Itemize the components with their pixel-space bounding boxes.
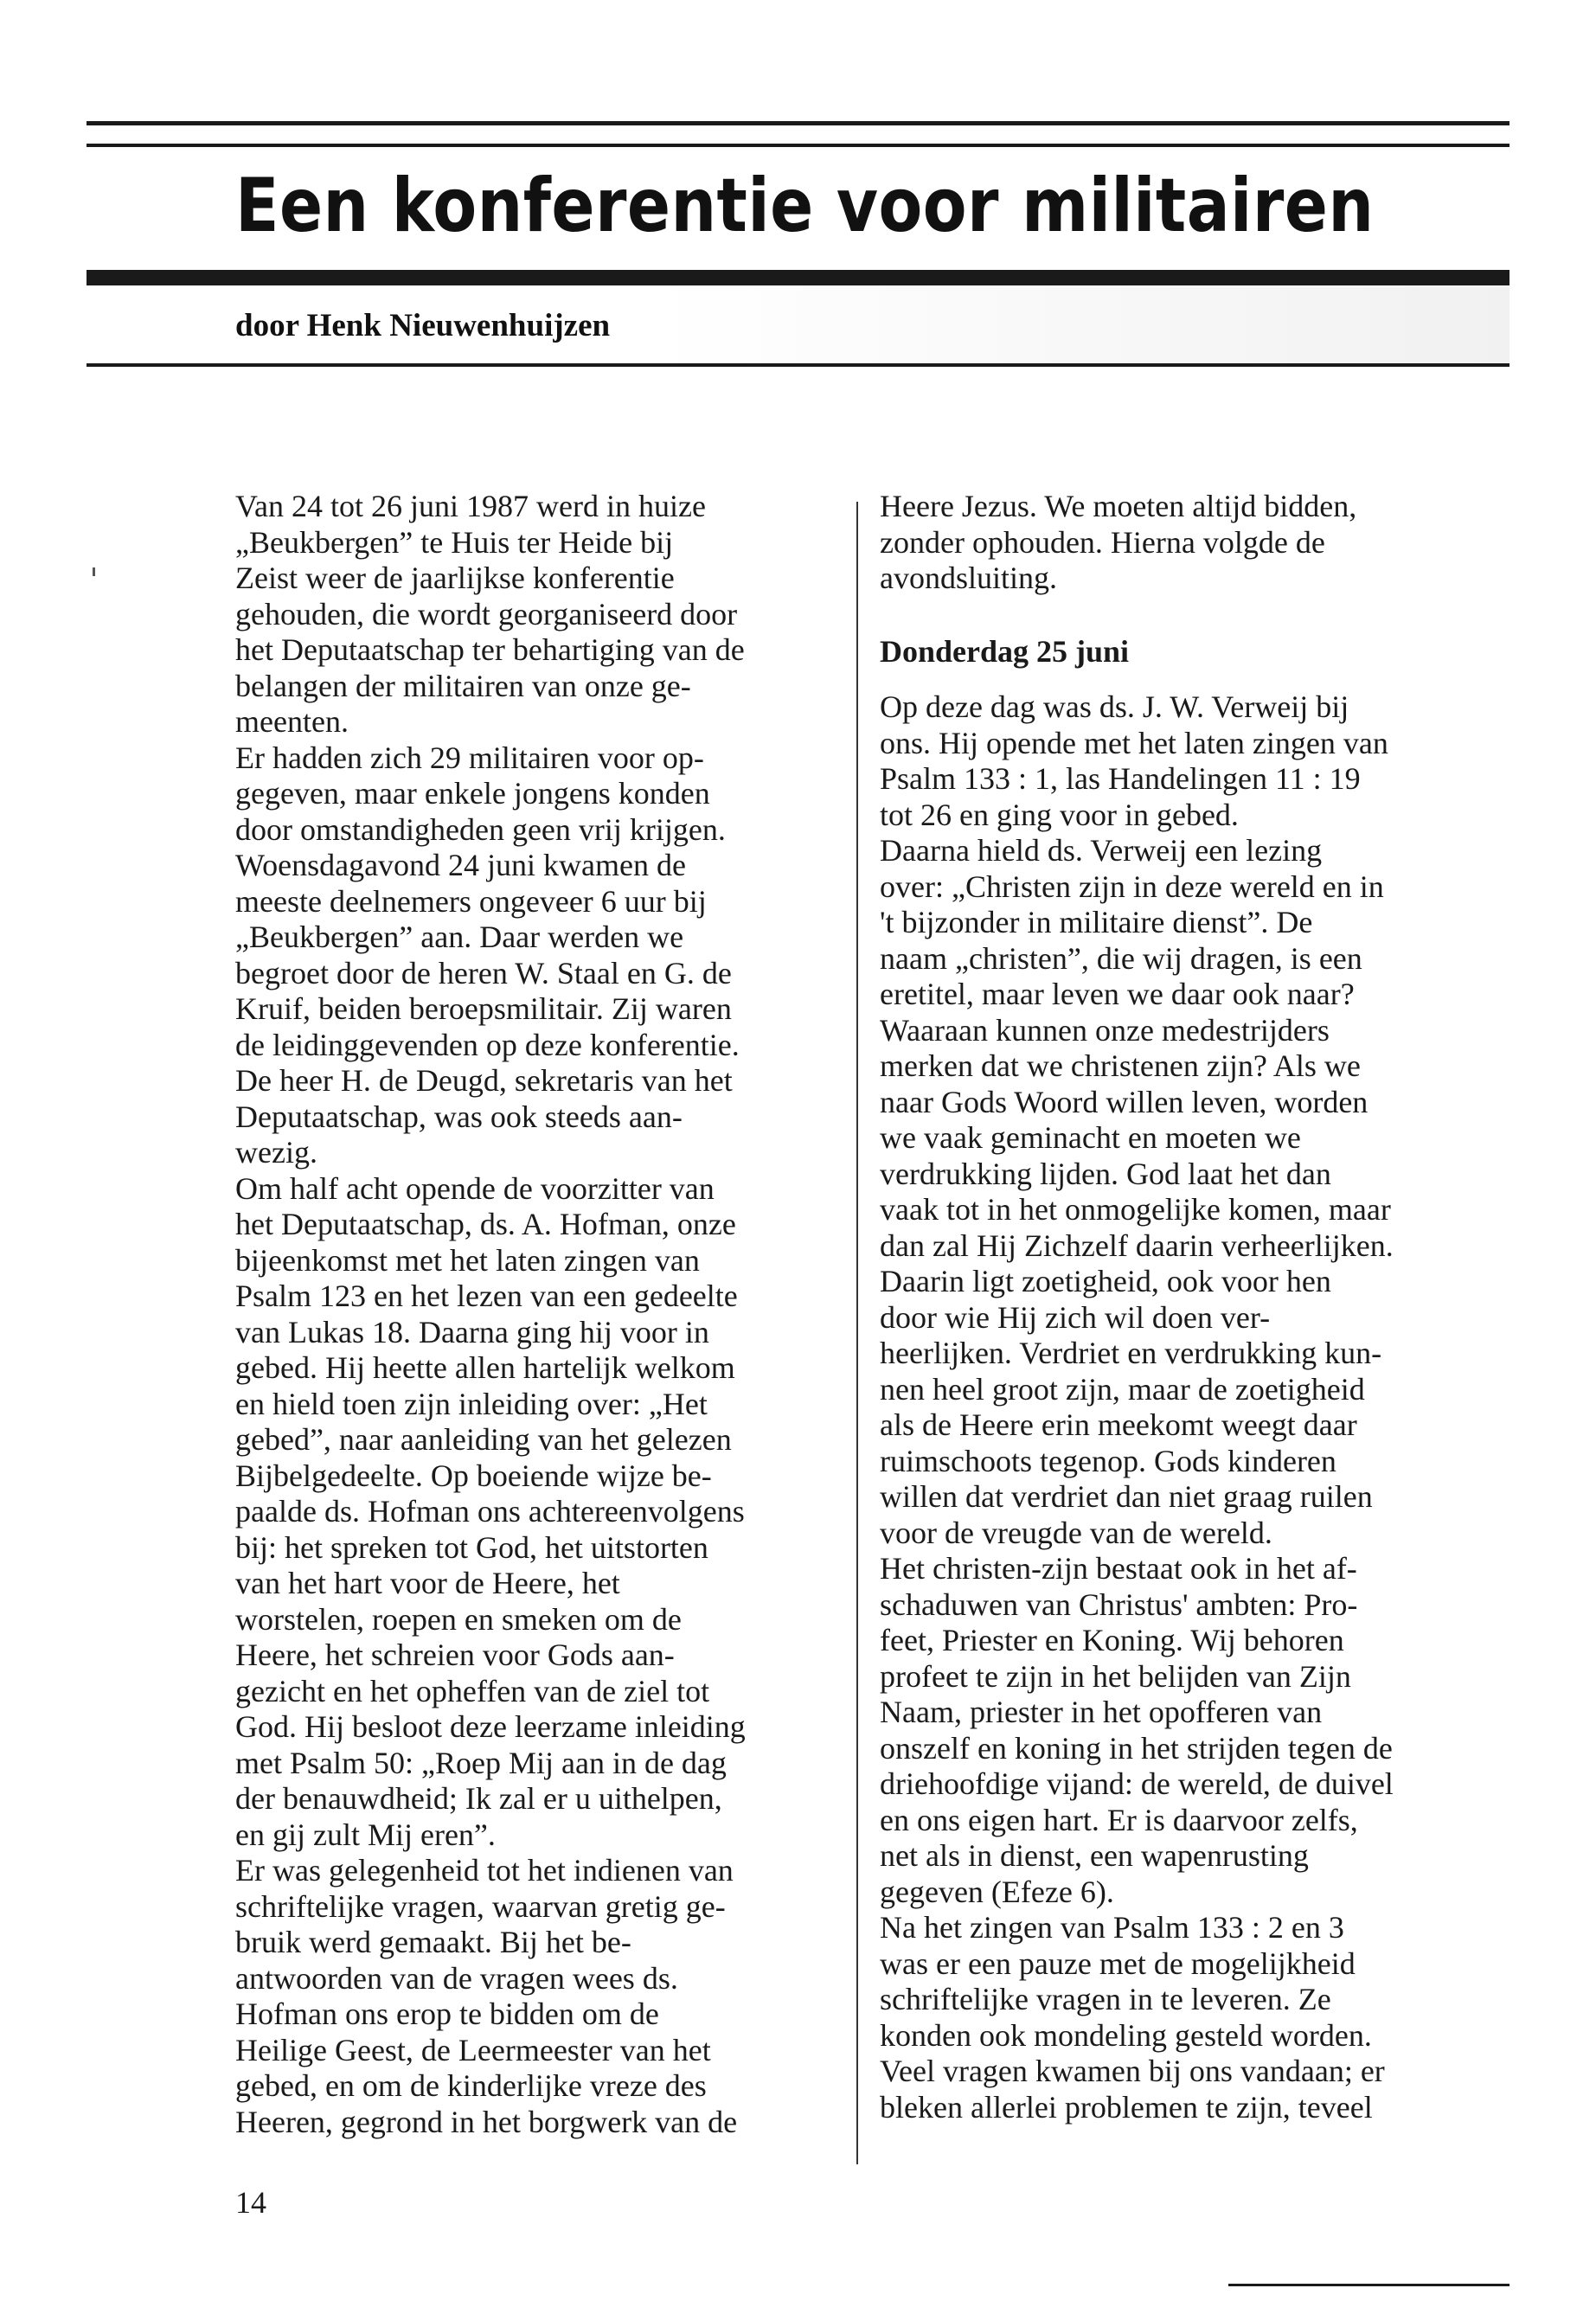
- text-line: Heere, het schreien voor Gods aan-: [235, 1638, 675, 1672]
- text-line: De heer H. de Deugd, sekretaris van het: [235, 1063, 733, 1098]
- text-line: Psalm 123 en het lezen van een gedeelte: [235, 1279, 738, 1313]
- header-rule-top-2: [87, 144, 1509, 147]
- text-line: heerlijken. Verdriet en verdrukking kun-: [880, 1336, 1382, 1370]
- text-line: Psalm 133 : 1, las Handelingen 11 : 19: [880, 761, 1361, 796]
- text-line: de leidinggevenden op deze konferentie.: [235, 1027, 740, 1062]
- text-line: konden ook mondeling gesteld worden.: [880, 2017, 1372, 2053]
- left-column: [235, 489, 841, 2140]
- text-line: net als in dienst, een wapenrusting: [880, 1838, 1309, 1873]
- article-title: Een konferentie voor militairen: [235, 163, 1375, 249]
- text-line: „Beukbergen” aan. Daar werden we: [235, 920, 684, 954]
- text-line: willen dat verdriet dan niet graag ruilen: [880, 1479, 1373, 1514]
- text-line: voor de vreugde van de wereld.: [880, 1515, 1272, 1550]
- text-line: eretitel, maar leven we daar ook naar?: [880, 977, 1355, 1011]
- text-line: ons. Hij opende met het laten zingen van: [880, 725, 1388, 760]
- text-line: schriftelijke vragen, waarvan gretig ge-: [235, 1888, 726, 1924]
- text-line: door wie Hij zich wil doen ver-: [880, 1299, 1271, 1335]
- text-line: ruimschoots tegenop. Gods kinderen: [880, 1443, 1336, 1478]
- section-heading: Donderdag 25 juni: [880, 633, 1130, 669]
- text-line: over: „Christen zijn in deze wereld en in: [880, 868, 1384, 904]
- text-line: 't bijzonder in militaire dienst”. De: [880, 905, 1313, 939]
- right-column: [880, 489, 1503, 2125]
- text-line: door omstandigheden geen vrij krijgen.: [235, 811, 726, 847]
- footer-rule: [1228, 2284, 1509, 2286]
- text-line: Heeren, gegrond in het borgwerk van de: [235, 2104, 738, 2139]
- text-line: Er hadden zich 29 militairen voor op-: [235, 740, 704, 775]
- text-line: Zeist weer de jaarlijkse konferentie: [235, 561, 675, 595]
- text-line: gezicht en het opheffen van de ziel tot: [235, 1673, 710, 1708]
- text-line: gegeven, maar enkele jongens konden: [235, 776, 710, 811]
- header-rule-top-1: [87, 121, 1509, 125]
- text-line: gehouden, die wordt georganiseerd door: [235, 596, 738, 631]
- column-divider: [856, 502, 858, 2164]
- text-line: van Lukas 18. Daarna ging hij voor in: [235, 1314, 709, 1349]
- header-rule-bottom: [87, 363, 1509, 367]
- text-line: Van 24 tot 26 juni 1987 werd in huize: [235, 489, 706, 523]
- text-line: gebed. Hij heette allen hartelijk welkom: [235, 1350, 735, 1385]
- text-line: van het hart voor de Heere, het: [235, 1566, 620, 1600]
- text-line: driehoofdige vijand: de wereld, de duivel: [880, 1766, 1394, 1801]
- text-line: Daarin ligt zoetigheid, ook voor hen: [880, 1264, 1331, 1298]
- text-line: meeste deelnemers ongeveer 6 uur bij: [235, 883, 707, 919]
- text-line: was er een pauze met de mogelijkheid: [880, 1945, 1356, 1981]
- text-line: het Deputaatschap ter behartiging van de: [235, 632, 745, 667]
- text-line: God. Hij besloot deze leerzame inleiding: [235, 1709, 746, 1744]
- text-line: Veel vragen kwamen bij ons vandaan; er: [880, 2054, 1385, 2088]
- header-rule-thick: [87, 270, 1509, 285]
- text-line: dan zal Hij Zichzelf daarin verheerlijken.: [880, 1227, 1394, 1263]
- text-line: belangen der militairen van onze ge-: [235, 668, 691, 703]
- text-line: feet, Priester en Koning. Wij behoren: [880, 1623, 1344, 1657]
- text-line: Daarna hield ds. Verweij een lezing: [880, 833, 1323, 868]
- text-line: der benauwdheid; Ik zal er u uithelpen,: [235, 1781, 722, 1816]
- scan-speck: [93, 567, 95, 576]
- text-line: naar Gods Woord willen leven, worden: [880, 1084, 1368, 1119]
- text-line: meenten.: [235, 704, 349, 739]
- text-line: Er was gelegenheid tot het indienen van: [235, 1853, 734, 1888]
- text-line: gegeven (Efeze 6).: [880, 1874, 1114, 1909]
- text-line: merken dat we christenen zijn? Als we: [880, 1048, 1361, 1083]
- text-line: Na het zingen van Psalm 133 : 2 en 3: [880, 1910, 1344, 1945]
- text-line: Kruif, beiden beroepsmilitair. Zij waren: [235, 991, 732, 1026]
- text-line: bruik werd gemaakt. Bij het be-: [235, 1925, 631, 1959]
- text-line: profeet te zijn in het belijden van Zijn: [880, 1658, 1351, 1694]
- text-line: nen heel groot zijn, maar de zoetigheid: [880, 1371, 1365, 1407]
- text-line: Hofman ons erop te bidden om de: [235, 1997, 659, 2031]
- text-line: bij: het spreken tot God, het uitstorten: [235, 1529, 708, 1565]
- text-line: bleken allerlei problemen te zijn, teveel: [880, 2089, 1373, 2125]
- text-line: het Deputaatschap, ds. A. Hofman, onze: [235, 1207, 736, 1241]
- text-line: Deputaatschap, was ook steeds aan-: [235, 1099, 683, 1134]
- text-line: Woensdagavond 24 juni kwamen de: [235, 848, 686, 882]
- text-line: schaduwen van Christus' ambten: Pro-: [880, 1586, 1358, 1622]
- text-line: met Psalm 50: „Roep Mij aan in de dag: [235, 1745, 727, 1780]
- text-line: paalde ds. Hofman ons achtereenvolgens: [235, 1494, 745, 1529]
- text-line: zonder ophouden. Hierna volgde de: [880, 524, 1325, 560]
- text-line: Bijbelgedeelte. Op boeiende wijze be-: [235, 1458, 712, 1493]
- text-line: gebed”, naar aanleiding van het gelezen: [235, 1422, 732, 1457]
- text-line: we vaak geminacht en moeten we: [880, 1120, 1301, 1155]
- text-line: begroet door de heren W. Staal en G. de: [235, 955, 732, 990]
- article-byline: door Henk Nieuwenhuijzen: [235, 308, 611, 343]
- page-number: 14: [235, 2185, 266, 2220]
- text-line: gebed, en om de kinderlijke vreze des: [235, 2068, 707, 2103]
- text-line: verdrukking lijden. God laat het dan: [880, 1156, 1331, 1191]
- text-line: Op deze dag was ds. J. W. Verweij bij: [880, 689, 1349, 724]
- text-line: vaak tot in het onmogelijke komen, maar: [880, 1192, 1391, 1227]
- text-line: Om half acht opende de voorzitter van: [235, 1170, 715, 1206]
- text-line: en ons eigen hart. Er is daarvoor zelfs,: [880, 1802, 1358, 1837]
- text-line: Heilige Geest, de Leermeester van het: [235, 2032, 711, 2067]
- text-line: Naam, priester in het opofferen van: [880, 1695, 1323, 1729]
- text-line: als de Heere erin meekomt weegt daar: [880, 1407, 1357, 1442]
- text-line: Waaraan kunnen onze medestrijders: [880, 1012, 1330, 1048]
- text-line: avondsluiting.: [880, 561, 1057, 595]
- text-line: Heere Jezus. We moeten altijd bidden,: [880, 489, 1357, 523]
- text-line: worstelen, roepen en smeken om de: [235, 1601, 682, 1637]
- text-line: bijeenkomst met het laten zingen van: [235, 1242, 700, 1278]
- text-line: onszelf en koning in het strijden tegen de: [880, 1730, 1393, 1766]
- text-line: wezig.: [235, 1135, 317, 1170]
- text-line: „Beukbergen” te Huis ter Heide bij: [235, 524, 674, 560]
- text-line: en hield toen zijn inleiding over: „Het: [235, 1386, 708, 1421]
- text-line: Het christen-zijn bestaat ook in het af-: [880, 1551, 1357, 1586]
- text-line: tot 26 en ging voor in gebed.: [880, 797, 1239, 832]
- text-line: naam „christen”, die wij dragen, is een: [880, 940, 1362, 976]
- text-line: schriftelijke vragen in te leveren. Ze: [880, 1982, 1331, 2016]
- text-line: antwoorden van de vragen wees ds.: [235, 1960, 678, 1996]
- text-line: en gij zult Mij eren”.: [235, 1817, 496, 1852]
